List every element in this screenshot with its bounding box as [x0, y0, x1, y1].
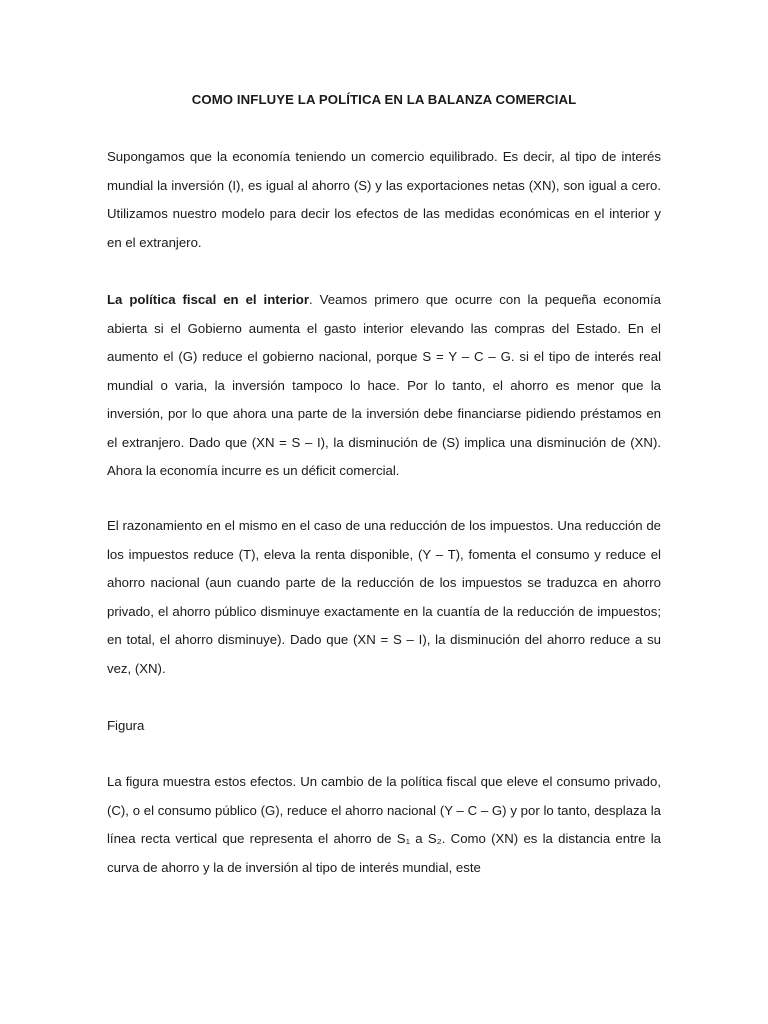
figure-label: Figura: [107, 718, 145, 733]
paragraph-tax-reduction: El razonamiento en el mismo en el caso de una reducción de los impuestos. Una reducción de los impuestos reduce (T), eleva la renta disponible, (Y – T), fomenta el consumo y reduce el ahorro nacional (aun cuando parte de la reducción de los impuestos se traduzca en ahorro privado, el ahorro público disminuye exactamente en la cuantía de la reducción de impuestos; en total, el ahorro disminuye). Dado que (XN = S – I), la disminución del ahorro reduce a su vez, (XN).: [107, 518, 661, 676]
paragraph-fiscal-policy-heading: La política fiscal en el interior: [107, 292, 309, 307]
paragraph-fiscal-policy-body: . Veamos primero que ocurre con la pequeña economía abierta si el Gobierno aumenta el gasto interior elevando las compras del Estado. En el aumento el (G) reduce el gobierno nacional, porque S = Y – C – G. si el tipo de interés real mundial o varia, la inversión tampoco lo hace. Por lo tanto, el ahorro es menor que la inversión, por lo que ahora una parte de la inversión debe financiarse pidiendo préstamos en el extranjero. Dado que (XN = S – I), la disminución de (S) implica una disminución de (XN). Ahora la economía incurre es un déficit comercial.: [107, 292, 661, 478]
paragraph-figure-explanation: La figura muestra estos efectos. Un cambio de la política fiscal que eleve el consumo privado, (C), o el consumo público (G), reduce el ahorro nacional (Y – C – G) y por lo tanto, desplaza la línea recta vertical que representa el ahorro de S₁ a S₂. Como (XN) es la distancia entre la curva de ahorro y la de inversión al tipo de interés mundial, este: [107, 774, 661, 875]
document-title: COMO INFLUYE LA POLÍTICA EN LA BALANZA COMERCIAL: [191, 92, 577, 107]
paragraph-fiscal-policy: [107, 286, 661, 486]
paragraph-intro: Supongamos que la economía teniendo un comercio equilibrado. Es decir, al tipo de interés mundial la inversión (I), es igual al ahorro (S) y las exportaciones netas (XN), son igual a cero. Utilizamos nuestro modelo para decir los efectos de las medidas económicas en el interior y en el extranjero.: [107, 149, 661, 250]
